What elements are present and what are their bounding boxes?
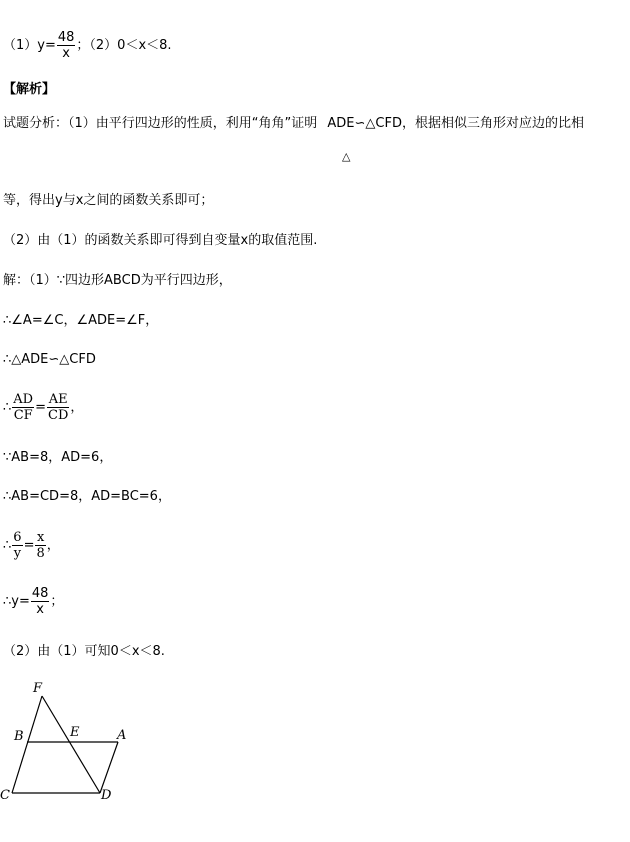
analysis-line-3: （2）由（1）的函数关系即可得到自变量x的取值范围. — [3, 233, 318, 248]
triangle-symbol: △ — [342, 150, 351, 163]
solution-line-9: （2）由（1）可知0＜x＜8. — [3, 644, 165, 659]
label-B: B — [14, 729, 24, 744]
comma: ， — [46, 538, 60, 553]
equals-sign: = — [35, 400, 46, 415]
fraction-x-8-numerator: x — [36, 530, 45, 545]
therefore-symbol: ∴ — [3, 400, 12, 415]
line-cf — [12, 696, 42, 793]
fraction-48-x — [31, 586, 50, 617]
label-D: D — [101, 788, 112, 803]
fraction-ae-cd-denominator: CD — [48, 408, 69, 423]
fraction-6-y — [12, 530, 22, 561]
therefore-symbol: ∴ — [3, 538, 12, 553]
solution-line-6: ∴AB=CD=8，AD=BC=6， — [3, 489, 171, 504]
comma: ， — [70, 400, 84, 415]
solution-line-5: ∵AB=8，AD=6， — [3, 450, 113, 465]
analysis-header: 【解析】 — [3, 82, 56, 97]
analysis-line-2: 等，得出y与x之间的函数关系即可； — [3, 193, 214, 208]
fraction-48-x-numerator: 48 — [31, 586, 49, 601]
fraction-48-x-denominator: x — [36, 602, 44, 617]
line-fd — [42, 696, 100, 793]
answer-fraction-numerator: 48 — [57, 30, 75, 45]
fraction-x-8 — [35, 530, 45, 561]
label-E: E — [70, 725, 80, 740]
solution-line-8 — [3, 586, 63, 617]
answer-fraction — [57, 30, 76, 61]
parallelogram-figure — [0, 678, 140, 808]
answer-line — [3, 30, 172, 61]
fraction-6-y-numerator: 6 — [13, 530, 22, 545]
solution-line-7 — [3, 530, 60, 561]
answer-part2: ；（2）0＜x＜8. — [76, 38, 172, 53]
solution-line-3: ∴△ADE∽△CFD — [3, 352, 96, 367]
analysis-line-1 — [3, 116, 584, 132]
solution-line-1: 解：（1）∵四边形ABCD为平行四边形， — [3, 273, 232, 288]
solution-line-4 — [3, 392, 83, 423]
fraction-ad-cf — [12, 392, 34, 423]
label-A: A — [117, 728, 127, 743]
fraction-ad-cf-numerator: AD — [13, 392, 34, 407]
equals-sign: = — [23, 538, 35, 553]
fraction-6-y-denominator: y — [13, 546, 22, 561]
y-equals: ∴y= — [3, 594, 30, 609]
figure-lines — [12, 696, 118, 793]
line-ad — [100, 742, 118, 793]
answer-part1-prefix: （1）y= — [3, 38, 56, 53]
fraction-ae-cd — [47, 392, 69, 423]
label-C: C — [0, 788, 10, 803]
analysis-line-1b: ADE∽△CFD，根据相似三角形对应边的比相 — [327, 116, 584, 131]
solution-line-2: ∴∠A=∠C，∠ADE=∠F， — [3, 313, 159, 328]
answer-fraction-denominator: x — [62, 46, 70, 61]
analysis-line-1a: 试题分析：（1）由平行四边形的性质，利用“角角”证明 — [3, 116, 318, 131]
fraction-ad-cf-denominator: CF — [13, 408, 33, 423]
fraction-ae-cd-numerator: AE — [48, 392, 68, 407]
semicolon: ； — [50, 594, 64, 609]
label-F: F — [33, 681, 43, 696]
fraction-x-8-denominator: 8 — [36, 546, 45, 561]
